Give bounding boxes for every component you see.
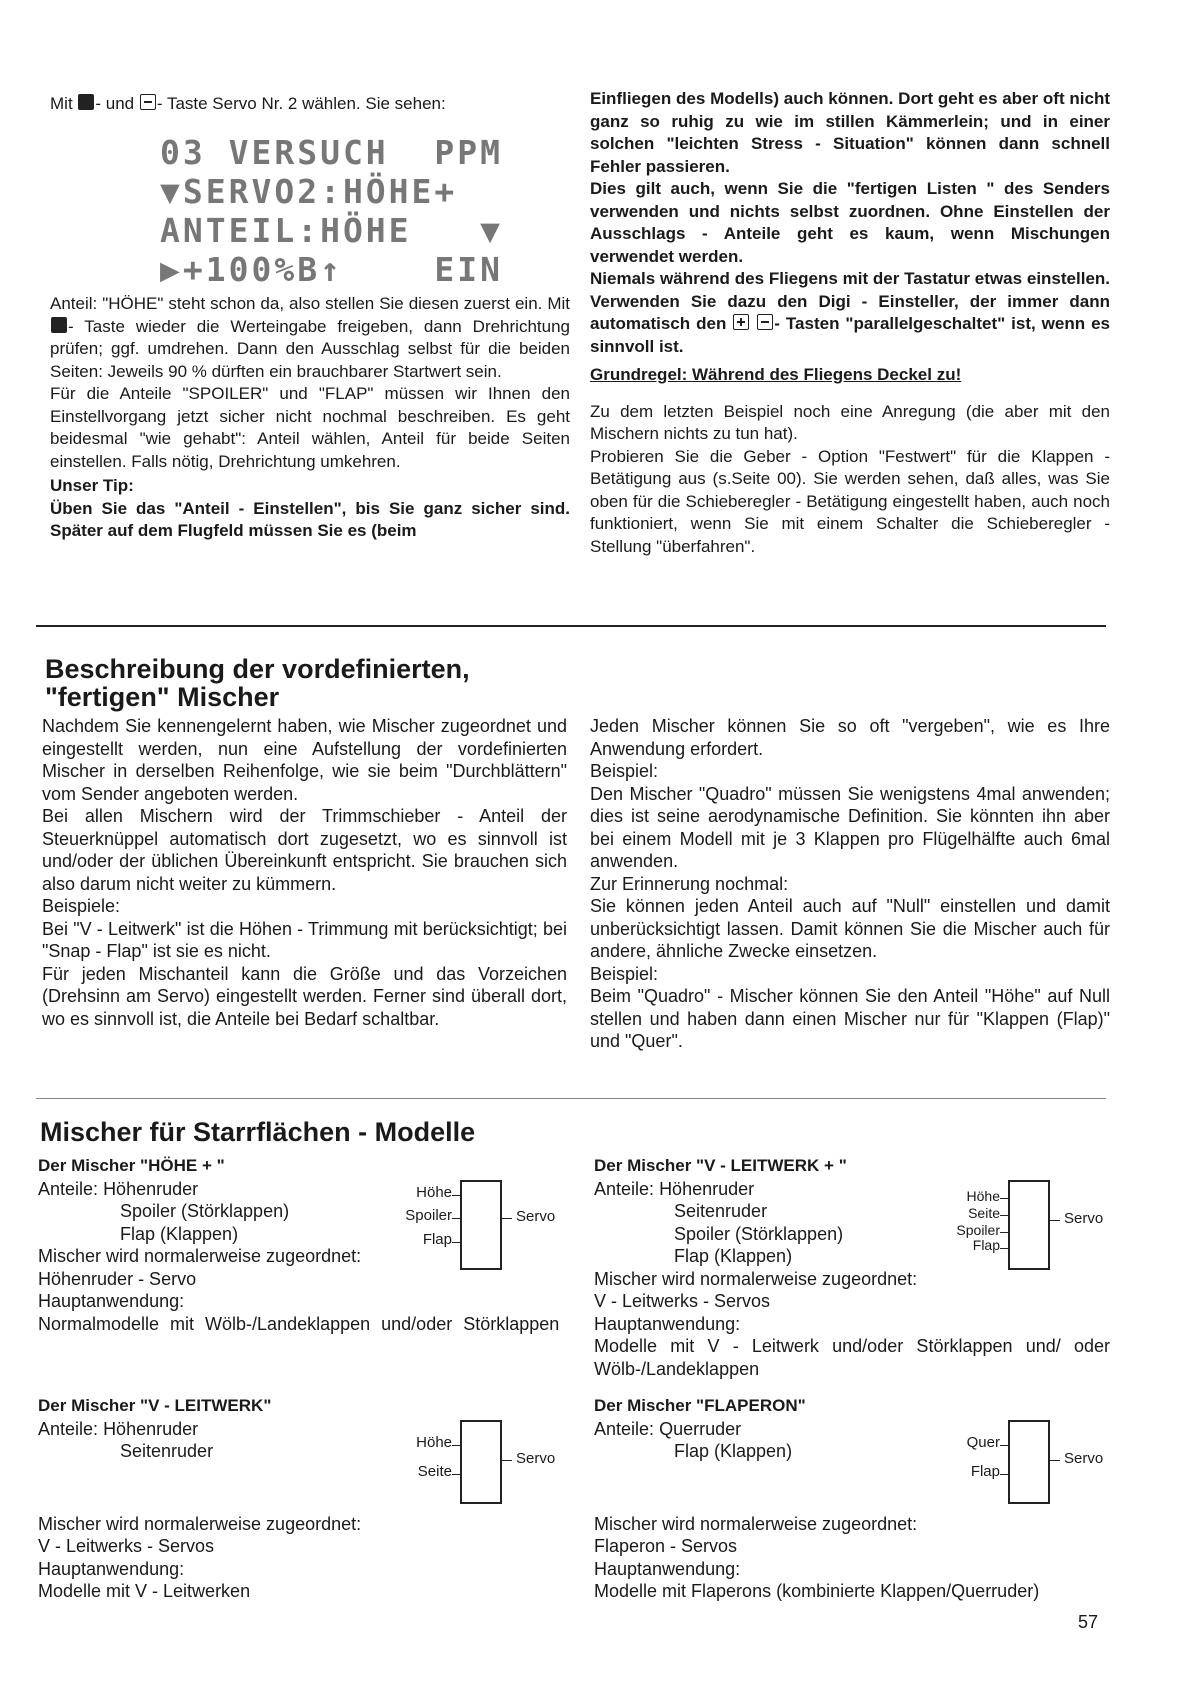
top-left-column [50, 93, 570, 116]
input-line [452, 1474, 460, 1475]
section-title: Beschreibung der vordefinierten, "fertigen" Mischer [45, 654, 470, 712]
output-line [1050, 1220, 1060, 1221]
mixer-diagram [370, 1420, 570, 1510]
paragraph: Beim "Quadro" - Mischer können Sie den Anteil "Höhe" auf Null stellen und haben dann einen Mischer nur für "Klappen (Flap)" und "Quer". [590, 986, 1110, 1051]
assign-value: V - Leitwerks - Servos [594, 1291, 771, 1311]
paragraph: Zu dem letzten Beispiel noch eine Anregung (die aber mit den Mischern nichts zu tun hat). [590, 401, 1110, 443]
input-line [1000, 1445, 1008, 1446]
input-label: Flap [422, 1231, 452, 1248]
rule-line: Grundregel: Während des Fliegens Deckel zu! [590, 365, 962, 384]
lcd-display [160, 133, 504, 289]
section1-right [590, 715, 1110, 1053]
use-label: Hauptanwendung: [594, 1313, 741, 1334]
page-number: 57 [1078, 1612, 1099, 1632]
input-label: Höhe [416, 1434, 452, 1451]
assign-label: Mischer wird normalerweise zugeordnet: [38, 1513, 362, 1534]
use-value: Modelle mit Flaperons (kombinierte Klappen/Querruder) [594, 1581, 1040, 1601]
paragraph: Einfliegen des Modells) auch können. Dort geht es aber oft nicht ganz so ruhig zu wie im stillen Kämmerlein; und in einer solchen "leichten Stress - Situation" können dann schnell Fehler passieren. [590, 89, 1110, 176]
input-label: Spoiler [405, 1207, 452, 1224]
enter-key-icon [51, 317, 67, 333]
output-label: Servo [516, 1208, 556, 1225]
output-label: Servo [1064, 1450, 1104, 1467]
paragraph: Beispiel: [590, 761, 659, 781]
use-value: Modelle mit V - Leitwerken [38, 1581, 251, 1601]
anteile-line: Anteile: Höhenruder [594, 1178, 755, 1199]
intro-line: Mit - und - Taste Servo Nr. 2 wählen. Sie sehen: [50, 94, 446, 113]
assign-value: Flaperon - Servos [594, 1536, 738, 1556]
tip-text: Üben Sie das "Anteil - Einstellen", bis Sie ganz sicher sind. Später auf dem Flugfeld müssen Sie es (beim [50, 498, 570, 540]
section1-left [42, 715, 567, 1030]
paragraph: Niemals während des Fliegens mit der Tastatur etwas einstellen. Verwenden Sie dazu den Digi - Einsteller, der immer dann automatisch den - Tasten "parallelgeschaltet" ist, wenn es sinnvoll ist. [590, 269, 1111, 356]
input-label: Spoiler [956, 1222, 1000, 1238]
input-line [1000, 1232, 1008, 1233]
paragraph: Beispiele: [42, 896, 121, 916]
input-line [1000, 1215, 1008, 1216]
input-line [1000, 1198, 1008, 1199]
lcd-line: ▶+100%B↑ EIN [160, 250, 504, 289]
use-value: Normalmodelle mit Wölb-/Landeklappen und/oder Störklappen [38, 1313, 560, 1334]
top-right-column [590, 88, 1110, 558]
anteile-line: Flap (Klappen) [674, 1441, 793, 1461]
paragraph: Jeden Mischer können Sie so oft "vergeben", wie es Ihre Anwendung erfordert. [590, 716, 1110, 759]
mixer-box [1008, 1420, 1050, 1504]
anteile-line: Anteile: Querruder [594, 1418, 742, 1439]
input-line [452, 1242, 460, 1243]
output-line [1050, 1460, 1060, 1461]
paragraph: Für die Anteile "SPOILER" und "FLAP" müssen wir Ihnen den Einstellvorgang jetzt sicher nicht nochmal beschreiben. Es geht beidesmal "wie gehabt": Anteil wählen, Anteil für beide Seiten einstellen. Falls nötig, Drehrichtung umkehren. [50, 384, 570, 471]
section-divider [36, 1098, 1106, 1099]
input-line [452, 1195, 460, 1196]
input-label: Höhe [966, 1188, 1000, 1204]
paragraph: Probieren Sie die Geber - Option "Festwert" für die Klappen - Betätigung aus (s.Seite 00). Sie werden sehen, daß alles, was Sie oben für die Schieberegler - Betätigung eingestellt haben, auch noch funktioniert, wenn Sie mit einem Schalter die Schieberegler - Stellung "überfahren". [590, 446, 1110, 556]
assign-value: Höhenruder - Servo [38, 1268, 197, 1289]
paragraph: Zur Erinnerung nochmal: [590, 873, 789, 894]
anteile-line: Seitenruder [120, 1441, 214, 1461]
assign-label: Mischer wird normalerweise zugeordnet: [594, 1268, 918, 1289]
minus-key-icon [757, 314, 773, 330]
mixer-box [460, 1420, 502, 1504]
mixer-box [460, 1180, 502, 1270]
shift-key-icon [78, 94, 94, 110]
section-divider [36, 625, 1106, 627]
use-label: Hauptanwendung: [38, 1558, 185, 1579]
output-label: Servo [1064, 1210, 1104, 1227]
paragraph: Dies gilt auch, wenn Sie die "fertigen Listen " des Senders verwenden und nichts selbst zuordnen. Ohne Einstellen der Ausschlags - Anteile geht es kaum, wenn Mischungen verwendet werden. [590, 179, 1110, 266]
anteile-line: Flap (Klappen) [120, 1223, 239, 1244]
input-label: Flap [970, 1463, 1000, 1480]
output-line [502, 1218, 512, 1219]
mixer-heading: Der Mischer "FLAPERON" [594, 1396, 806, 1415]
lcd-line: ▼SERVO2:HÖHE+ [160, 172, 458, 211]
paragraph: Bei "V - Leitwerk" ist die Höhen - Trimmung mit berücksichtigt; bei "Snap - Flap" ist sie es nicht. [42, 918, 567, 961]
input-line [1000, 1248, 1008, 1249]
use-label: Hauptanwendung: [594, 1558, 741, 1579]
paragraph: Anteil: "HÖHE" steht schon da, also stellen Sie diesen zuerst ein. Mit - Taste wieder die Werteingabe freigeben, dann Drehrichtung prüfen; ggf. umdrehen. Dann den Ausschlag selbst für die beiden Seiten: Jeweils 90 % dürften ein brauchbarer Startwert sein. [50, 294, 570, 381]
use-label: Hauptanwendung: [38, 1291, 185, 1311]
plus-key-icon [733, 314, 749, 330]
input-label: Flap [972, 1237, 1000, 1253]
anteile-line: Flap (Klappen) [674, 1246, 793, 1266]
mixer-diagram [918, 1180, 1118, 1270]
input-label: Seite [417, 1463, 452, 1480]
use-value: Modelle mit V - Leitwerk und/oder Störklappen und/ oder Wölb-/Landeklappen [594, 1336, 1110, 1379]
paragraph: Sie können jeden Anteil auch auf "Null" einstellen und damit unberücksichtigt lassen. Damit können Sie die Mischer auch für andere, ähnliche Zwecke einsetzen. [590, 896, 1110, 961]
input-label: Seite [968, 1205, 1000, 1221]
mixer-heading: Der Mischer "V - LEITWERK" [38, 1396, 272, 1415]
mixer-heading: Der Mischer "V - LEITWERK + " [594, 1156, 847, 1175]
section-title: Mischer für Starrflächen - Modelle [40, 1117, 476, 1147]
assign-label: Mischer wird normalerweise zugeordnet: [594, 1513, 918, 1534]
lcd-line: 03 VERSUCH PPM [160, 133, 504, 172]
minus-key-icon [140, 94, 156, 110]
assign-label: Mischer wird normalerweise zugeordnet: [38, 1246, 362, 1266]
paragraph: Nachdem Sie kennengelernt haben, wie Mischer zugeordnet und eingestellt werden, nun eine Aufstellung der vordefinierten Mischer in derselben Reihenfolge, wie sie beim "Durchblättern" vom Sender angeboten werden. [42, 716, 567, 804]
input-label: Quer [966, 1434, 1000, 1451]
input-line [1000, 1474, 1008, 1475]
anteile-line: Spoiler (Störklappen) [674, 1223, 844, 1244]
output-label: Servo [516, 1450, 556, 1467]
mixer-diagram [370, 1180, 570, 1270]
assign-value: V - Leitwerks - Servos [38, 1536, 215, 1556]
paragraph: Für jeden Mischanteil kann die Größe und das Vorzeichen (Drehsinn am Servo) eingestellt werden. Ferner sind überall dort, wo es sinnvoll ist, die Anteile bei Bedarf schaltbar. [42, 963, 567, 1029]
lcd-line: ANTEIL:HÖHE ▼ [160, 211, 504, 250]
mixer-heading: Der Mischer "HÖHE + " [38, 1156, 225, 1175]
input-label: Höhe [416, 1184, 452, 1201]
anteile-line: Spoiler (Störklappen) [120, 1201, 290, 1221]
paragraph: Bei allen Mischern wird der Trimmschieber - Anteil der Steuerknüppel automatisch dort zugesetzt, wo es sinnvoll ist und/oder der üblichen Übereinkunft entspricht. Sie brauchen sich also darum nicht weiter zu kümmern. [42, 806, 567, 894]
paragraph: Den Mischer "Quadro" müssen Sie wenigstens 4mal anwenden; dies ist seine aerodynamische Definition. Sie könnten ihn aber bei einem Modell mit je 3 Klappen pro Flügelhälfte auch 6mal anwenden. [590, 783, 1110, 871]
tip-title: Unser Tip: [50, 476, 134, 495]
input-line [452, 1445, 460, 1446]
anteile-line: Anteile: Höhenruder [38, 1178, 199, 1199]
paragraph: Beispiel: [590, 963, 659, 984]
input-line [452, 1218, 460, 1219]
mixer-diagram [918, 1420, 1118, 1510]
output-line [502, 1460, 512, 1461]
top-left-body [50, 293, 570, 543]
anteile-line: Seitenruder [674, 1201, 768, 1221]
mixer-box [1008, 1180, 1050, 1270]
anteile-line: Anteile: Höhenruder [38, 1418, 199, 1439]
